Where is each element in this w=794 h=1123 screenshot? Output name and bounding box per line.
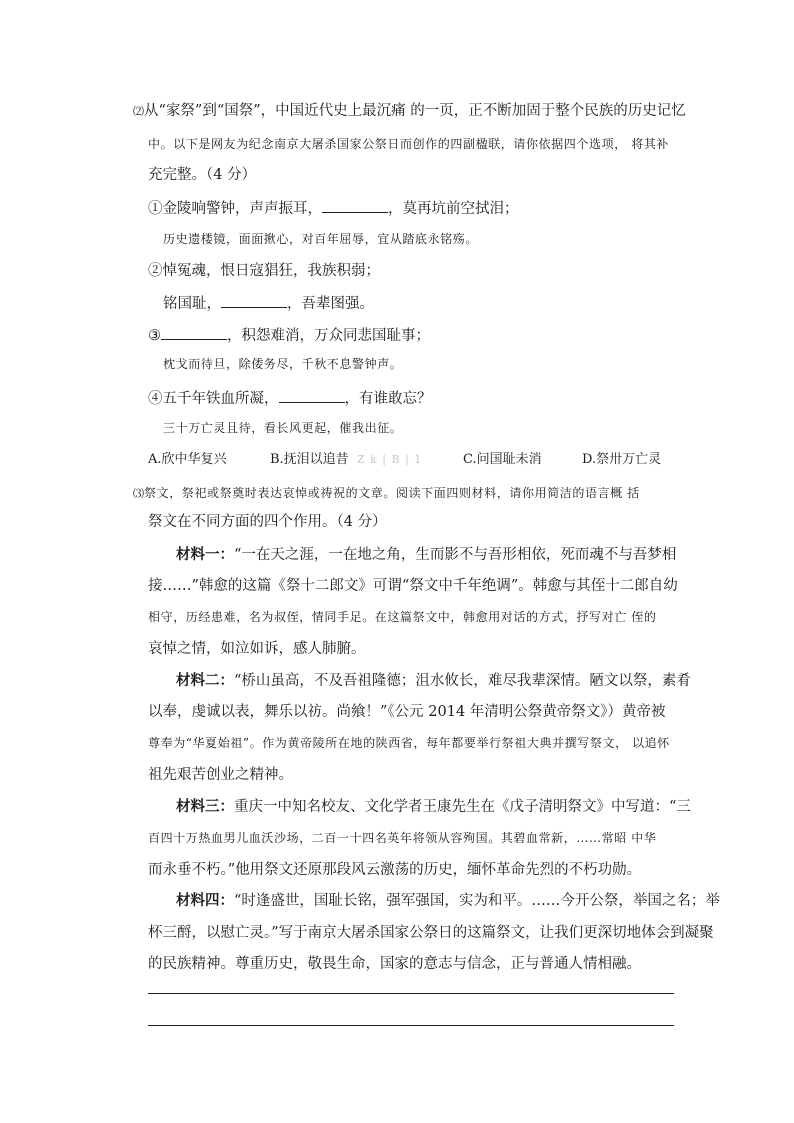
couplet-2-upper: ②悼冤魂，恨日寇猖狂，我族积弱； xyxy=(148,263,380,279)
material-2-line-1: 材料二：“桥山虽高，不及吾祖隆德；沮水攸长，难尽我辈深情。陋文以祭，素肴 xyxy=(176,672,691,689)
answer-blank-4[interactable] xyxy=(279,390,345,403)
question-2-line-3: 充完整。（4 分） xyxy=(148,167,257,183)
question-3-number: ⑶ xyxy=(133,487,144,500)
question-2-line-1 xyxy=(133,104,686,119)
couplet-2-lower: 铭国耻， ，吾辈图强。 xyxy=(163,296,374,312)
option-b[interactable]: B.抚泪以追昔 xyxy=(270,452,349,467)
option-c[interactable]: C.问国耻未消 xyxy=(463,452,542,467)
answer-line-1[interactable] xyxy=(148,993,674,994)
material-3-label: 材料三： xyxy=(176,798,234,815)
answer-blank-2[interactable] xyxy=(221,295,287,308)
question-2-text-1: 从“家祭”到“国祭”，中国近代史上最沉痛 的一页，正不断加固于整个民族的历史记忆 xyxy=(144,103,686,119)
material-3-line-2: 百四十万热血男儿血沃沙场，二百一十四名英年将领从容殉国。其碧血常新，……常昭 中华 xyxy=(148,831,657,845)
material-2-line-3: 尊奉为“华夏始祖”。作为黄帝陵所在地的陕西省，每年都要举行祭祖大典并撰写祭文， 以追怀 xyxy=(148,736,670,750)
couplet-4-lower: 三十万亡灵且待，看长风更起，催我出征。 xyxy=(163,421,403,435)
material-4-line-1: 材料四：“时逢盛世，国耻长铭，强军强国，实为和平。……今开公祭，举国之名；举 xyxy=(176,892,720,909)
option-d[interactable]: D.祭卅万亡灵 xyxy=(582,452,662,467)
material-4-label: 材料四： xyxy=(176,892,234,909)
material-1-line-4: 哀悼之情，如泣如诉，感人肺腑。 xyxy=(148,641,366,657)
answer-blank-1[interactable] xyxy=(322,200,388,213)
material-2-label: 材料二： xyxy=(176,672,234,689)
question-2-line-2: 中。以下是网友为纪念南京大屠杀国家公祭日而创作的四副楹联，请你依据四个选项， 将其补 xyxy=(148,137,670,151)
couplet-3-lower: 枕戈而待旦，除倭务尽，千秋不息警钟声。 xyxy=(163,357,403,371)
material-3-line-1: 材料三：重庆一中知名校友、文化学者王康先生在《戊子清明祭文》中写道：“三 xyxy=(176,798,691,815)
couplet-1-upper: ①金陵响警钟，声声振耳， ，莫再坑前空拭泪； xyxy=(148,201,519,217)
couplet-1-lower: 历史遗楼镜，面面揪心，对百年屈辱，宜从踏底永铭殇。 xyxy=(163,232,479,246)
material-1-line-3: 相守，历经患难，名为叔侄，情同手足。在这篇祭文中，韩愈用对话的方式，抒写对亡 侄的 xyxy=(148,610,657,624)
material-4-line-2: 杯三酹，以慰亡灵。”写于南京大屠杀国家公祭日的这篇祭文，让我们更深切地体会到凝聚 xyxy=(148,925,714,941)
material-2-line-2: 以奉，虔诚以表，舞乐以祊。尚飨！”《公元 2014 年清明公祭黄帝祭文》）黄帝被 xyxy=(148,704,666,720)
question-3-line-1 xyxy=(133,484,640,500)
couplet-3-upper: ③ ，积怨难消，万众同悲国耻事； xyxy=(148,328,430,344)
option-a[interactable]: A.欣中华复兴 xyxy=(148,452,227,467)
question-2-number: ⑵ xyxy=(133,105,144,118)
answer-line-2[interactable] xyxy=(148,1025,674,1026)
question-3-text-1: 祭文，祭祀或祭奠时表达哀悼或祷祝的文章。阅读下面四则材料，请你用简洁的语言概 括 xyxy=(144,486,640,500)
material-4-line-3: 的民族精神。尊重历史，敬畏生命，国家的意志与信念，正与普通人情相融。 xyxy=(148,956,641,972)
answer-blank-3[interactable] xyxy=(161,327,227,340)
material-2-line-4: 祖先艰苦创业之精神。 xyxy=(148,767,293,783)
material-1-label: 材料一： xyxy=(176,546,234,563)
watermark: Z k | B | 1 xyxy=(357,453,423,466)
material-3-line-3: 而永垂不朽。”他用祭文还原那段风云激荡的历史，缅怀革命先烈的不朽功勋。 xyxy=(148,862,642,878)
couplet-4-upper: ④五千年铁血所凝， ，有谁敢忘？ xyxy=(148,391,432,407)
question-3-line-2: 祭文在不同方面的四个作用。（4 分） xyxy=(148,514,387,530)
material-1-line-2: 接……”韩愈的这篇《祭十二郎文》可谓“祭文中千年绝调”。韩愈与其侄十二郎自幼 xyxy=(148,578,678,594)
material-1-line-1: 材料一：“一在天之涯，一在地之角，生而影不与吾形相依，死而魂不与吾梦相 xyxy=(176,546,677,563)
